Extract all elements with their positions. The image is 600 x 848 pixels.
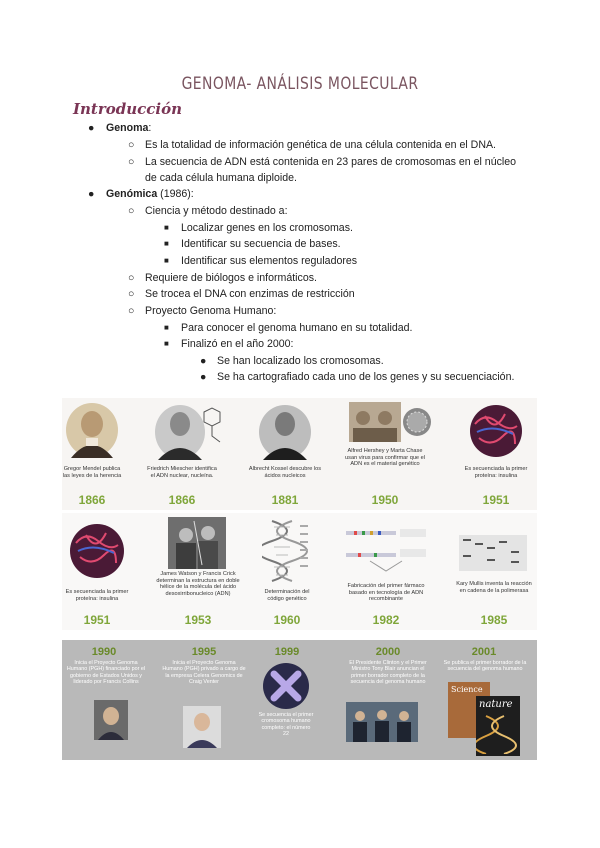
list-item-text: Finalizó en el año 2000:	[181, 338, 294, 350]
event-year: 1951	[83, 613, 111, 627]
event-year: 1866	[168, 493, 196, 507]
event-text: Alfred Hershey y Marta Chase usan virus para confirmar que el ADN es el material genético	[345, 448, 425, 468]
insulin-molecule-image	[465, 404, 527, 458]
list-item-text: Se trocea el DNA con enzimas de restricción	[145, 288, 355, 300]
list-item-text: Localizar genes en los cromosomas.	[181, 222, 353, 234]
event-year: 1951	[482, 493, 510, 507]
event-year: 1960	[273, 613, 301, 627]
dna-helix-icon	[476, 714, 520, 754]
event-text: Es secuenciada la primer proteína: insulina	[65, 589, 129, 602]
bullet-filled-icon: ●	[200, 355, 207, 367]
genomica-year: (1986):	[157, 188, 194, 200]
event-text: James Watson y Francis Crick determinan la estructura en doble hélice de la molécula del ácido desoxirribonucleico (ADN)	[156, 571, 240, 597]
timeline-row-1	[62, 398, 537, 510]
event-year: 1995	[191, 646, 217, 658]
bullet-hollow-icon: ○	[128, 272, 135, 284]
page-title: GENOMA- ANÁLISIS MOLECULAR	[181, 74, 419, 94]
event-text: Inicia el Proyecto Genoma Humano (PGH) privado a cargo de la empresa Celera Genomics de Craig Venter	[162, 660, 246, 686]
bullet-hollow-icon: ○	[128, 156, 135, 168]
photo-clinton-blair-image	[346, 702, 418, 742]
nature-magazine-title: nature	[479, 699, 513, 710]
list-item-text: Ciencia y método destinado a:	[145, 205, 288, 217]
bullet-square-icon: ■	[164, 239, 169, 248]
science-magazine-title: Science	[451, 685, 483, 694]
pcr-gel-image	[459, 535, 527, 571]
event-text: Se secuencia el primer cromosoma humano completo: el número 22	[258, 712, 314, 738]
list-item-text: Identificar sus elementos reguladores	[181, 255, 358, 267]
list-item-continuation: de cada célula humana diploide.	[145, 172, 297, 184]
list-item-text: Se ha cartografiado cada uno de los genes y su secuenciación.	[217, 371, 515, 383]
portrait-miescher-image	[154, 402, 226, 460]
bullet-square-icon: ■	[164, 256, 169, 265]
bullet-filled-icon: ●	[88, 188, 95, 200]
event-text: Se publica el primer borrador de la secuencia del genoma humano	[443, 660, 527, 673]
bullet-hollow-icon: ○	[128, 288, 135, 300]
list-item-text: Proyecto Genoma Humano:	[145, 305, 277, 317]
event-text: Albrecht Kossel descubre los ácidos nucleicos	[248, 466, 322, 479]
bullet-filled-icon: ●	[200, 371, 207, 383]
event-year: 1866	[78, 493, 106, 507]
list-item-text: Para conocer el genoma humano en su totalidad.	[181, 322, 413, 334]
bullet-hollow-icon: ○	[128, 305, 135, 317]
event-year: 1985	[480, 613, 508, 627]
event-year: 1990	[91, 646, 117, 658]
event-year: 1999	[274, 646, 300, 658]
list-item-text: La secuencia de ADN está contenida en 23 pares de cromosomas en el núcleo	[145, 156, 517, 168]
event-year: 1982	[372, 613, 400, 627]
event-year: 1953	[184, 613, 212, 627]
event-year: 2001	[471, 646, 497, 658]
portrait-kossel-image	[258, 402, 312, 460]
event-text: Inicia el Proyecto Genoma Humano (PGH) financiado por el gobierno de Estados Unidos y liderado por Francis Collins	[66, 660, 146, 686]
bullet-filled-icon: ●	[88, 122, 95, 134]
genoma-colon: :	[148, 122, 152, 134]
insulin-molecule-image	[66, 523, 128, 579]
section-heading-introduccion: Introducción	[73, 100, 183, 118]
nature-magazine-cover	[476, 696, 520, 756]
bullet-hollow-icon: ○	[128, 205, 135, 217]
event-year: 1950	[371, 493, 399, 507]
event-text: Fabricación del primer fármaco basado en tecnología de ADN recombinante	[347, 583, 425, 603]
dna-helix-image	[262, 519, 314, 583]
list-item-text: Se han localizado los cromosomas.	[217, 355, 384, 367]
list-item-text: Es la totalidad de información genética de una célula contenida en el DNA.	[145, 139, 496, 151]
photo-hershey-chase-image	[349, 402, 433, 442]
portrait-mendel-image	[65, 402, 119, 458]
event-text: Es secuenciada la primer proteína: insulina	[464, 466, 528, 479]
genoma-label: Genoma	[106, 122, 149, 134]
list-item-text: Requiere de biólogos e informáticos.	[145, 272, 317, 284]
event-year: 1881	[271, 493, 299, 507]
event-text: Determinación del código genético	[264, 589, 310, 602]
bullet-hollow-icon: ○	[128, 139, 135, 151]
genomica-label: Genómica	[106, 188, 158, 200]
event-text: Gregor Mendel publica las leyes de la herencia	[62, 466, 122, 479]
bullet-square-icon: ■	[164, 339, 169, 348]
portrait-collins-image	[94, 700, 128, 740]
chromosome-image	[262, 662, 310, 710]
event-year: 2000	[375, 646, 401, 658]
portrait-venter-image	[183, 706, 221, 748]
bullet-square-icon: ■	[164, 223, 169, 232]
bullet-square-icon: ■	[164, 323, 169, 332]
event-text: Kary Mullis inventa la reacción en cadena de la polimerasa	[456, 581, 532, 594]
timeline-row-2	[62, 513, 537, 630]
photo-watson-crick-image	[168, 517, 226, 569]
dna-recombinant-image	[346, 529, 426, 575]
event-text: El Presidente Clinton y el Primer Ministro Tony Blair anuncian el primer borrador completo de la secuencia del genoma humano	[349, 660, 427, 686]
event-text: Friedrich Miescher identifica el ADN nuclear, nucleína.	[147, 466, 217, 479]
timeline-row-3	[62, 640, 537, 760]
list-item-text: Identificar su secuencia de bases.	[181, 238, 341, 250]
